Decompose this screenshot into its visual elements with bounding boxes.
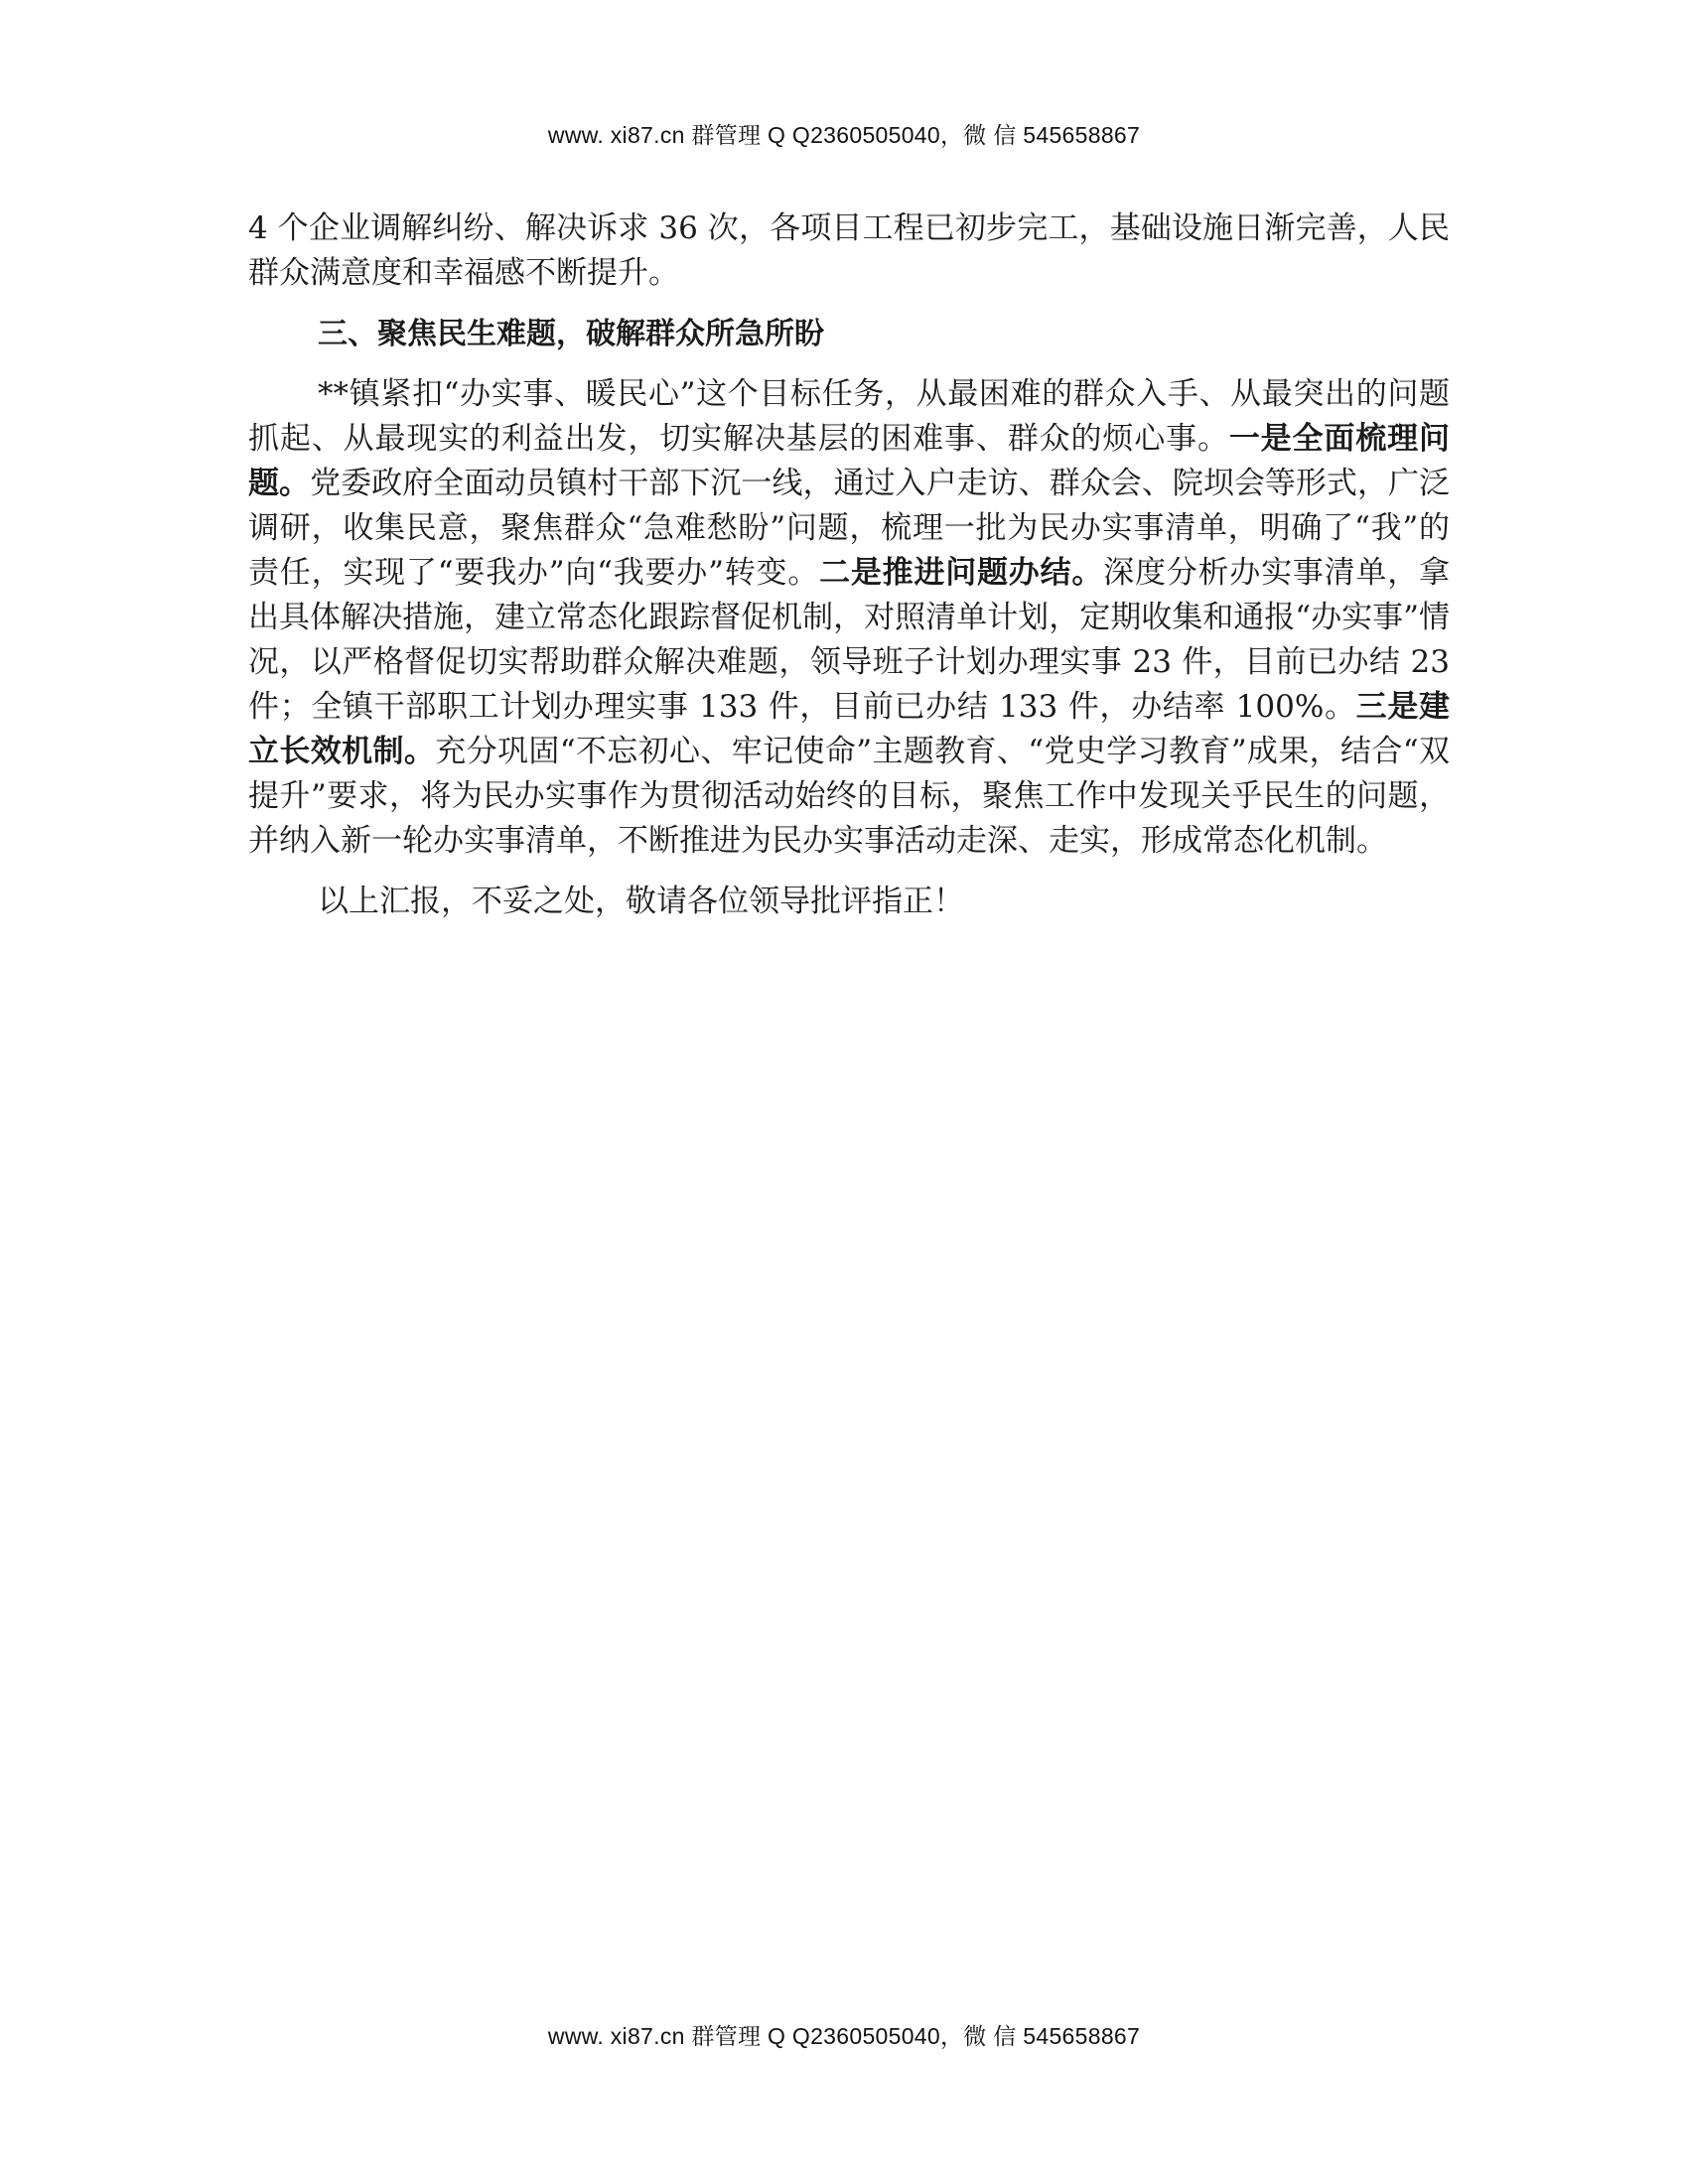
point-two-text: 深度分析办实事清单，拿出具体解决措施，建立常态化跟踪督促机制，对照清单计划，定期收集和通报“办实事”情况，以严格督促切实帮助群众解决难题，领导班子计划办理实事 23 件，目前已办结 23 件；全镇干部职工计划办理实事 133 件，目前已办结 133 件，办结率 100%。	[248, 555, 1450, 725]
point-one-title: 一是全面梳理问题。	[248, 421, 1451, 501]
paragraph-intro: **镇紧扣“办实事、暖民心”这个目标任务，从最困难的群众入手、从最突出的问题抓起、从最现实的利益出发，切实解决基层的困难事、群众的烦心事。	[248, 376, 1450, 457]
paragraph-continuation: 4 个企业调解纠纷、解决诉求 36 次，各项目工程已初步完工，基础设施日渐完善，人民群众满意度和幸福感不断提升。	[248, 210, 1450, 291]
paragraph-main	[248, 372, 1450, 864]
point-two-title: 二是推进问题办结。	[819, 555, 1104, 591]
point-three-title: 三是建立长效机制。	[248, 689, 1450, 769]
page-header-watermark: www. xi87.cn 群管理 Q Q2360505040，微 信 545658867	[547, 122, 1141, 148]
point-one-text: 党委政府全面动员镇村干部下沉一线，通过入户走访、群众会、院坝会等形式，广泛调研，收集民意，聚焦群众“急难愁盼”问题，梳理一批为民办实事清单，明确了“我”的责任，实现了“要我办”向“我要办”转变。	[248, 466, 1451, 591]
section-heading: 三、聚焦民生难题，破解群众所急所盼	[318, 317, 824, 351]
page-footer-watermark: www. xi87.cn 群管理 Q Q2360505040，微 信 545658867	[547, 2023, 1141, 2049]
document-body	[248, 206, 1450, 924]
closing-paragraph: 以上汇报，不妥之处，敬请各位领导批评指正！	[318, 884, 964, 919]
point-three-text: 充分巩固“不忘初心、牢记使命”主题教育、“党史学习教育”成果，结合“双提升”要求，将为民办实事作为贯彻活动始终的目标，聚焦工作中发现关乎民生的问题，并纳入新一轮办实事清单，不断推进为民办实事活动走深、走实，形成常态化机制。	[248, 734, 1450, 859]
